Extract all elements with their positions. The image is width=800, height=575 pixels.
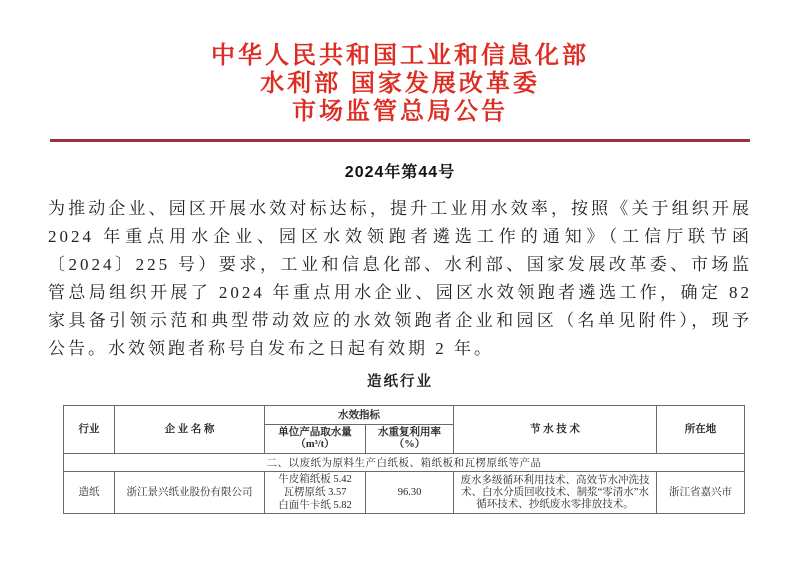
title-line-2: 水利部 国家发展改革委	[260, 70, 540, 97]
header-reuse-rate-unit: （%）	[393, 439, 426, 450]
water-intake-line-3: 白面牛卡纸 5.82	[278, 500, 352, 511]
cell-company: 浙江景兴纸业股份有限公司	[115, 472, 265, 514]
header-reuse-rate	[366, 425, 454, 454]
header-technology: 节 水 技 术	[454, 406, 657, 454]
water-intake-line-1: 牛皮箱纸板 5.42	[278, 474, 352, 485]
announcement-page	[0, 42, 800, 575]
header-water-intake	[265, 425, 366, 454]
header-industry: 行业	[64, 406, 115, 454]
cell-technology: 废水多级循环利用技术、高效节水冲洗技术、白水分质回收技术、制浆“零清水”水循环技术、抄纸废水零排放技术。	[454, 472, 657, 514]
announcement-body-text: 为推动企业、园区开展水效对标达标，提升工业用水效率，按照《关于组织开展 2024 年重点用水企业、园区水效领跑者遴选工作的通知》（工信厅联节函〔2024〕225 号）要求，工业和信息化部、水利部、国家发展改革委、市场监管总局组织开展了 2024 年重点用水企业、园区水效领跑者遴选工作，确定 82 家具备引领示范和典型带动效应的水效领跑者企业和园区（名单见附件），现予公告。水效领跑者称号自发布之日起有效期 2 年。	[48, 199, 752, 358]
document-number: 2024年第44号	[344, 164, 456, 181]
cell-industry: 造纸	[64, 472, 115, 514]
table-header-row-1	[64, 406, 745, 425]
header-reuse-rate-label: 水重复利用率	[378, 427, 441, 438]
table-row	[64, 472, 745, 514]
header-water-intake-label: 单位产品取水量	[278, 427, 352, 438]
header-water-intake-unit: （m³/t）	[295, 439, 335, 450]
industry-section-title: 造纸行业	[367, 374, 433, 390]
cell-location: 浙江省嘉兴市	[657, 472, 745, 514]
water-efficiency-table	[63, 405, 745, 514]
table-section-row	[64, 454, 745, 472]
header-location: 所在地	[657, 406, 745, 454]
section-row-label: 二、以废纸为原料生产白纸板、箱纸板和瓦楞原纸等产品	[64, 454, 745, 472]
water-intake-line-2: 瓦楞原纸 3.57	[283, 487, 347, 498]
cell-water-intake	[265, 472, 366, 514]
announcement-title	[0, 42, 800, 126]
header-water-efficiency-group: 水效指标	[265, 406, 454, 425]
cell-reuse-rate: 96.30	[366, 472, 454, 514]
red-divider-line	[50, 139, 750, 142]
header-company: 企 业 名 称	[115, 406, 265, 454]
title-line-1: 中华人民共和国工业和信息化部	[211, 42, 589, 69]
title-line-3: 市场监管总局公告	[292, 98, 508, 125]
